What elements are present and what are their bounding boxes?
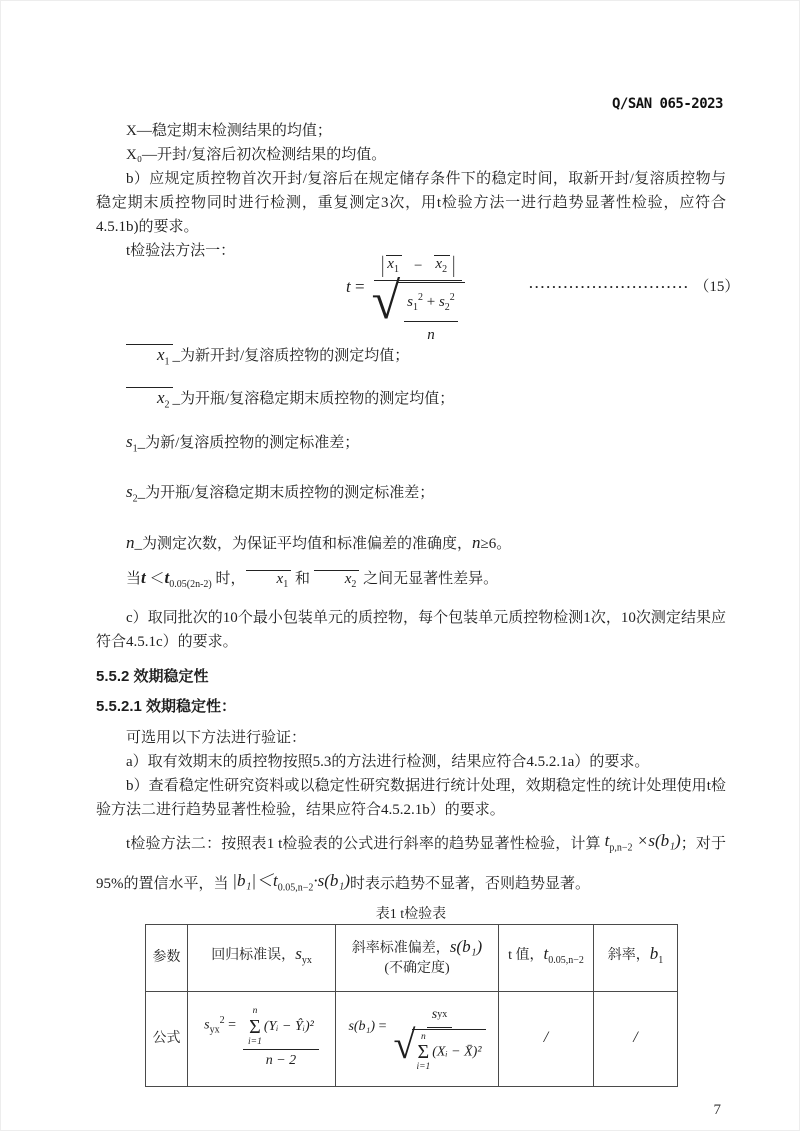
cell-syx-formula	[188, 991, 336, 1086]
definition-text: _为测定次数，为保证平均值和标准偏差的准确度，	[134, 535, 473, 552]
sub-yx: yx	[437, 1008, 448, 1020]
sum-lower: i=1	[248, 1036, 262, 1047]
var-n: n	[126, 532, 135, 552]
slash: /	[633, 1029, 638, 1047]
text: 斜率标准偏差，	[351, 940, 450, 956]
text: 当	[126, 570, 142, 587]
x2-bar	[434, 255, 450, 276]
definition-text: _为新/复溶质控物的测定标准差；	[137, 435, 360, 451]
var-b: b	[649, 944, 659, 964]
equals-sign: =	[378, 1018, 387, 1034]
sum-upper: n	[252, 1006, 258, 1017]
sb1-equation	[348, 1005, 485, 1073]
var-s: s	[204, 1017, 210, 1033]
equation-15-lhs	[346, 275, 365, 299]
inner-numerator	[404, 286, 458, 322]
fraction	[372, 254, 465, 347]
var-s1	[126, 432, 138, 455]
square-root	[371, 272, 465, 347]
cell-slope-slash	[594, 991, 678, 1086]
residual-term: (Yᵢ − Ŷᵢ)²	[263, 1018, 314, 1034]
inner-denominator	[427, 322, 435, 347]
abs-bar: |	[452, 252, 456, 278]
var-x: x	[387, 256, 394, 273]
var-x: x	[157, 345, 165, 364]
equation-number: （15）	[694, 279, 740, 295]
equation-15	[96, 252, 740, 343]
inner-fraction	[404, 286, 458, 347]
header-slope-sd	[336, 924, 499, 991]
sub-2: 2	[164, 399, 170, 411]
var-s: s	[431, 1006, 438, 1022]
table-formula-row	[146, 991, 678, 1086]
t-subscript: 0.05(2n-2)	[169, 578, 212, 590]
var-t: t	[141, 567, 146, 587]
sum-lower: i=1	[416, 1062, 431, 1073]
var-x: x	[435, 256, 443, 273]
var-s: s	[295, 944, 302, 964]
sqrt-sign: √	[393, 1021, 416, 1067]
definition-text: _为开瓶/复溶稳定期末质控物的测定均值；	[172, 391, 455, 407]
var-n	[126, 533, 135, 552]
var-x: x	[157, 388, 165, 407]
sub-1: 1	[393, 264, 399, 276]
equals-sign: =	[228, 1017, 237, 1033]
t-subscript: 0.05,n−2	[277, 882, 314, 894]
var-n: n	[472, 532, 481, 552]
fraction-denominator	[371, 272, 465, 347]
syx-equation	[204, 1006, 319, 1071]
cell-formula-label: 公式	[146, 991, 188, 1086]
text: 的置信水平，当	[123, 876, 229, 893]
abs-bar: |	[381, 252, 385, 278]
var-n: n	[427, 326, 435, 343]
fraction-numerator	[243, 1006, 319, 1050]
definition-x2-line	[96, 384, 726, 414]
sub-2: 2	[442, 264, 448, 276]
abs-b1: |b₁|＜	[232, 871, 274, 891]
definition-text-tail: ≥6。	[480, 535, 512, 552]
item-a-line: a）取有效期末的质控物按照5.3的方法进行检测，结果应符合4.5.2.1a）的要求。	[126, 753, 650, 770]
text: 之间无显著性差异。	[363, 570, 499, 587]
sub-1: 1	[283, 578, 289, 590]
page-number: 7	[713, 1102, 721, 1118]
definition-s2-line	[96, 477, 726, 514]
inline-formula-b1	[232, 871, 351, 894]
var-s: s	[126, 482, 133, 502]
deviation-term: (Xᵢ − X̄)²	[432, 1044, 482, 1060]
item-b-paragraph: b）查看稳定性研究资料或以稳定性研究数据进行统计处理，效期稳定性的统计处理使用t检验方法二进行趋势显著性检验，结果应符合4.5.2.1b）的要求。	[96, 777, 726, 818]
verification-intro-line: 可选用以下方法进行验证：	[126, 729, 307, 746]
dot-leader: ····························	[528, 279, 690, 294]
var-x: x	[276, 570, 284, 587]
sigma-sign: Σ	[417, 1041, 430, 1064]
t-method2-paragraph	[96, 826, 726, 907]
sqrt-sign: √	[371, 272, 401, 330]
n-minus-2: n − 2	[265, 1053, 297, 1068]
doc-number: Q/SAN 065-2023	[611, 96, 723, 112]
var-s2	[126, 482, 138, 505]
x1-bar	[246, 570, 292, 591]
t-subscript: 0.05,n−2	[548, 954, 584, 966]
equals-sign: =	[354, 277, 365, 296]
sub-1: 1	[132, 443, 138, 455]
definition-x-line: X—稳定期末检测结果的均值；	[126, 123, 332, 139]
sub-1: 1	[164, 356, 170, 368]
var-t: t	[164, 567, 170, 587]
sup-2: 2	[449, 291, 455, 303]
page-content	[96, 1, 740, 1087]
sqrt-body	[397, 282, 465, 347]
sigma-sign: Σ	[249, 1015, 261, 1038]
sqrt-body	[412, 1029, 485, 1073]
fraction	[393, 1005, 485, 1073]
fraction-denominator	[266, 1050, 296, 1071]
x2-bar	[314, 570, 360, 591]
x2-bar	[126, 387, 173, 411]
clause-c-paragraph: c）取同批次的10个最小包装单元的质控物，每个包装单元质控物检测1次，10次测定结果应符合4.5.1c）的要求。	[96, 609, 726, 650]
square-root	[393, 1021, 485, 1073]
syx-lhs	[204, 1011, 236, 1040]
text: t检验方法二：按照表1 t检验表的公式进行斜率的趋势显著性检验，计算	[126, 835, 601, 852]
section-heading-5521: 5.5.2.1 效期稳定性：	[96, 697, 237, 715]
definition-text: _为开瓶/复溶稳定期末质控物的测定标准差；	[137, 485, 435, 502]
sub-2: 2	[444, 301, 450, 313]
t-method1-label: t检验法方法一：	[126, 243, 236, 259]
inline-formula-tps	[604, 830, 681, 854]
var-x: x	[344, 570, 352, 587]
var-t: t	[273, 871, 278, 891]
sub-1: 1	[412, 301, 418, 313]
header-t-value	[499, 924, 594, 991]
var-t: t	[346, 277, 351, 296]
sub-yx: yx	[209, 1024, 220, 1036]
var-t: t	[604, 830, 610, 850]
formula-tail: ·s(b₁)	[313, 871, 351, 891]
sb1-lhs	[348, 1017, 386, 1037]
header-regression-se	[188, 924, 336, 991]
text: ；对于95%	[96, 835, 726, 893]
summation	[248, 1006, 262, 1047]
definition-x0-line: X₀—开封/复溶后初次检测结果的均值。	[126, 147, 387, 163]
var-t: t	[543, 944, 549, 964]
header-slope	[594, 924, 678, 991]
definition-n-line	[96, 528, 726, 559]
sub-2: 2	[132, 493, 138, 505]
fraction	[243, 1006, 319, 1071]
summation	[416, 1032, 430, 1073]
x1-bar	[126, 344, 173, 368]
t-conclusion-line	[96, 563, 726, 600]
text: 斜率，	[607, 948, 650, 964]
sub-2: 2	[351, 578, 357, 590]
definition-s1-line	[96, 427, 726, 464]
sup-2: 2	[219, 1014, 225, 1026]
t-test-table	[145, 924, 678, 1087]
sub-1: 1	[658, 954, 664, 966]
fraction-numerator	[427, 1005, 452, 1028]
var-s: s	[407, 293, 413, 310]
section-heading-552: 5.5.2 效期稳定性	[96, 667, 209, 685]
text: t 值，	[508, 948, 544, 964]
text: 和	[294, 570, 310, 587]
fraction-denominator	[393, 1021, 485, 1073]
formula-tail: ×s(b₁)	[636, 830, 681, 850]
less-than-sign: ＜	[149, 570, 165, 587]
text: 回归标准误，	[211, 948, 296, 964]
var-s: s	[126, 432, 133, 451]
text: 时，	[215, 570, 246, 587]
slash: /	[543, 1029, 549, 1047]
cell-t-value-slash	[499, 991, 594, 1086]
table-header-row	[146, 924, 678, 991]
clause-b-paragraph: b）应规定质控物首次开封/复溶后在规定储存条件下的稳定时间，取新开封/复溶质控物与稳定期末质控物同时进行检测，重复测定3次，用t检验方法一进行趋势显著性检验，应符合4.5.1b)的要求。	[96, 171, 726, 235]
var-sb1: s(b₁)	[348, 1018, 376, 1034]
sum-upper: n	[420, 1031, 426, 1042]
table-caption: 表1 t检验表	[375, 906, 447, 922]
plus-sign: +	[426, 293, 436, 310]
sub-yx: yx	[301, 954, 312, 966]
sup-2: 2	[417, 291, 423, 303]
equation-15-body	[346, 254, 465, 347]
text: 时表示趋势不显著，否则趋势显著。	[350, 876, 591, 893]
uncertainty-note: (不确定度)	[384, 960, 450, 976]
var-s: s	[438, 293, 445, 310]
minus-sign: −	[413, 257, 423, 274]
definition-text: _为新开封/复溶质控物的测定均值；	[172, 348, 410, 364]
t-subscript: p,n−2	[609, 842, 633, 854]
header-param: 参数	[146, 924, 188, 991]
cell-sb1-formula	[336, 991, 499, 1086]
var-sb1: s(b₁)	[449, 936, 483, 956]
